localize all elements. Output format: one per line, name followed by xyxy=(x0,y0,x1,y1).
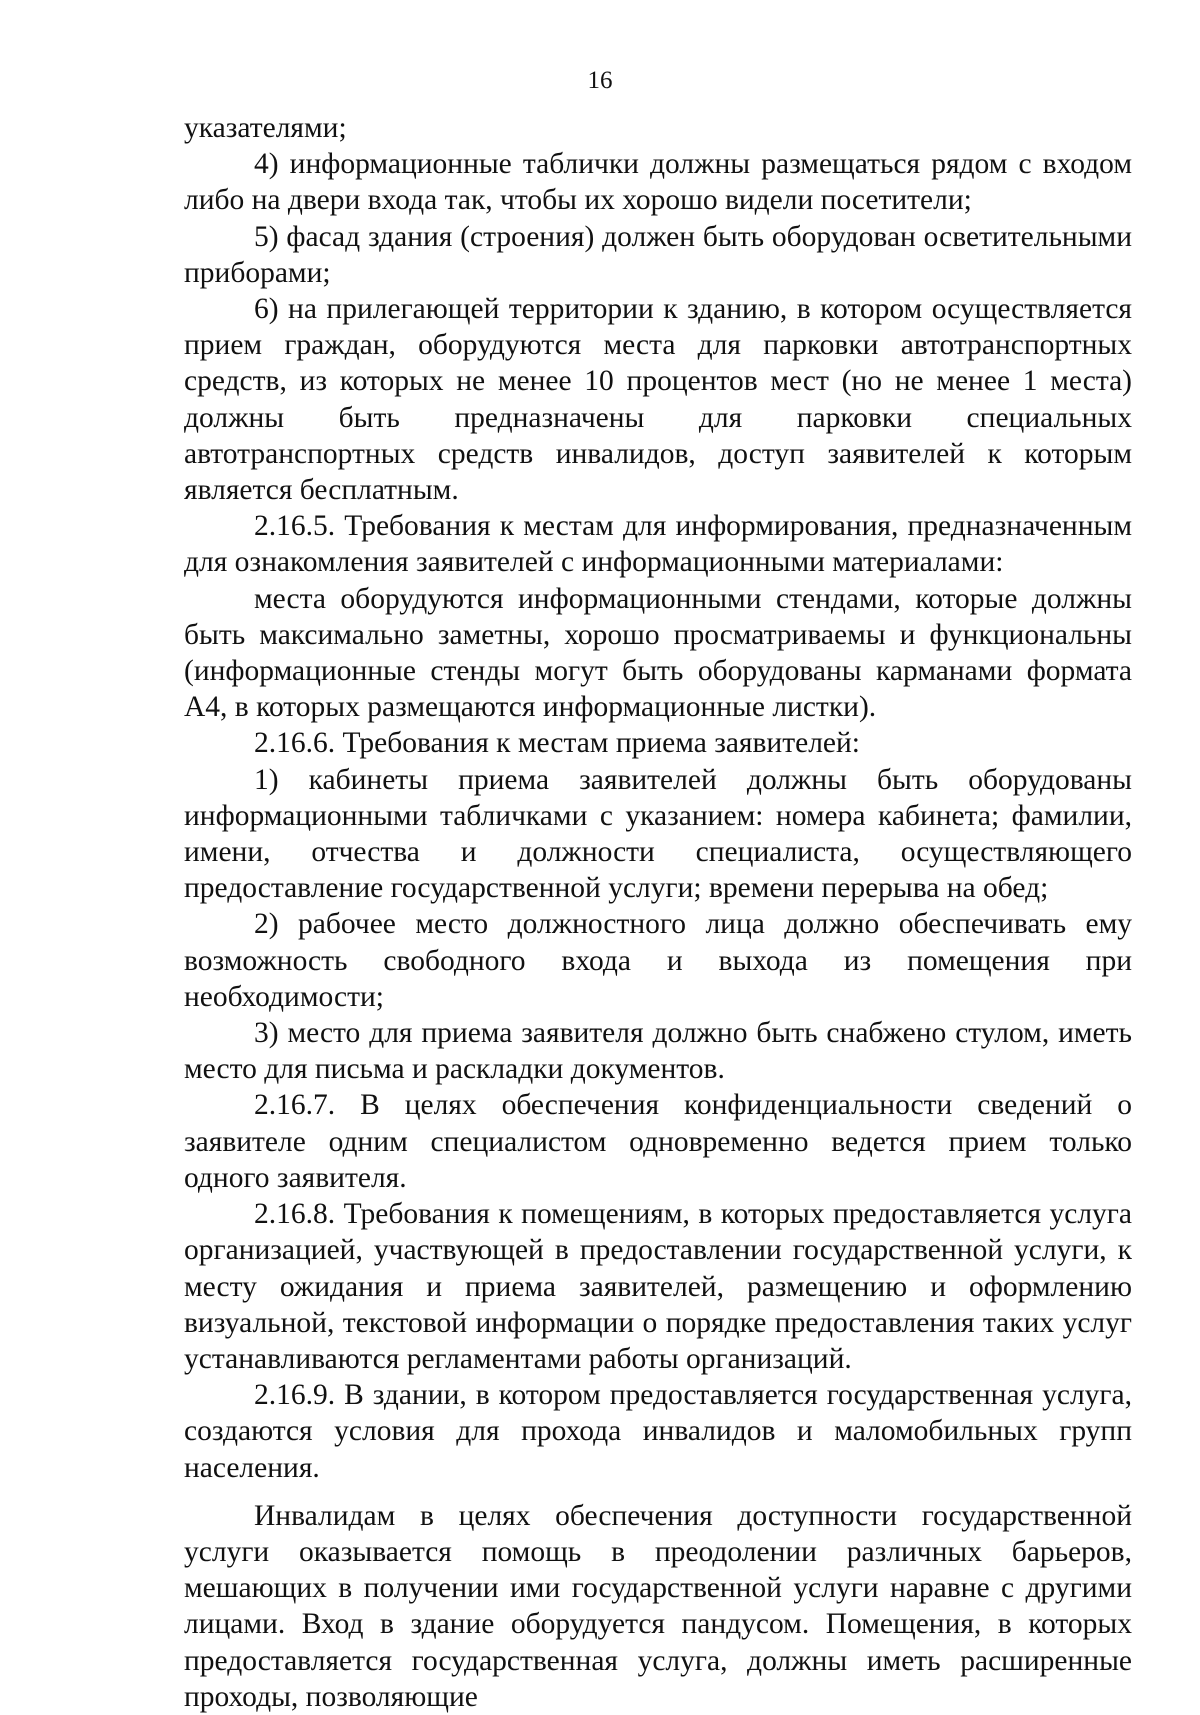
paragraph: 2.16.6. Требования к местам приема заявителей: xyxy=(254,727,861,760)
paragraph: 2.16.7. В целях обеспечения конфиденциальности сведений о заявителе одним специалистом одновременно ведется прием только одного заявителя. xyxy=(184,1089,1132,1194)
paragraph: 5) фасад здания (строения) должен быть оборудован осветительными приборами; xyxy=(184,220,1132,289)
paragraph: 2.16.5. Требования к местам для информирования, предназначенным для ознакомления заявителей с информационными материалами: xyxy=(184,510,1132,579)
paragraph: Инвалидам в целях обеспечения доступности государственной услуги оказывается помощь в преодолении различных барьеров, мешающих в получении ими государственной услуги наравне с другими лицами. Вход в здание оборудуется пандусом. Помещения, в которых предоставляется государственная услуга, должны иметь расширенные проходы, позволяющие xyxy=(184,1499,1132,1713)
paragraph: 4) информационные таблички должны размещаться рядом с входом либо на двери входа так, чтобы их хорошо видели посетители; xyxy=(184,148,1132,217)
paragraph: указателями; xyxy=(184,112,347,144)
paragraph: места оборудуются информационными стендами, которые должны быть максимально заметны, хорошо просматриваемы и функциональны (информационные стенды могут быть оборудованы карманами формата А4, в которых размещаются информационные листки). xyxy=(184,582,1132,724)
paragraph: 1) кабинеты приема заявителей должны быть оборудованы информационными табличками с указанием: номера кабинета; фамилии, имени, отчества и должности специалиста, осуществляющего предоставление государственной услуги; времени перерыва на обед; xyxy=(184,763,1132,905)
document-body xyxy=(184,110,1132,1715)
paragraph: 2.16.8. Требования к помещениям, в которых предоставляется услуга организацией, участвующей в предоставлении государственной услуги, к месту ожидания и приема заявителей, размещению и оформлению визуальной, текстовой информации о порядке предоставления таких услуг устанавливаются регламентами работы организаций. xyxy=(184,1198,1132,1375)
paragraph: 3) место для приема заявителя должно быть снабжено стулом, иметь место для письма и раскладки документов. xyxy=(184,1017,1132,1086)
paragraph: 2) рабочее место должностного лица должно обеспечивать ему возможность свободного входа и выхода из помещения при необходимости; xyxy=(184,908,1132,1013)
page-number: 16 xyxy=(587,67,613,94)
paragraph: 6) на прилегающей территории к зданию, в котором осуществляется прием граждан, оборудуются места для парковки автотранспортных средств, из которых не менее 10 процентов мест (но не менее 1 места) должны быть предназначены для парковки специальных автотранспортных средств инвалидов, доступ заявителей к которым является бесплатным. xyxy=(184,293,1132,507)
paragraph: 2.16.9. В здании, в котором предоставляется государственная услуга, создаются условия для прохода инвалидов и маломобильных групп населения. xyxy=(184,1379,1132,1484)
